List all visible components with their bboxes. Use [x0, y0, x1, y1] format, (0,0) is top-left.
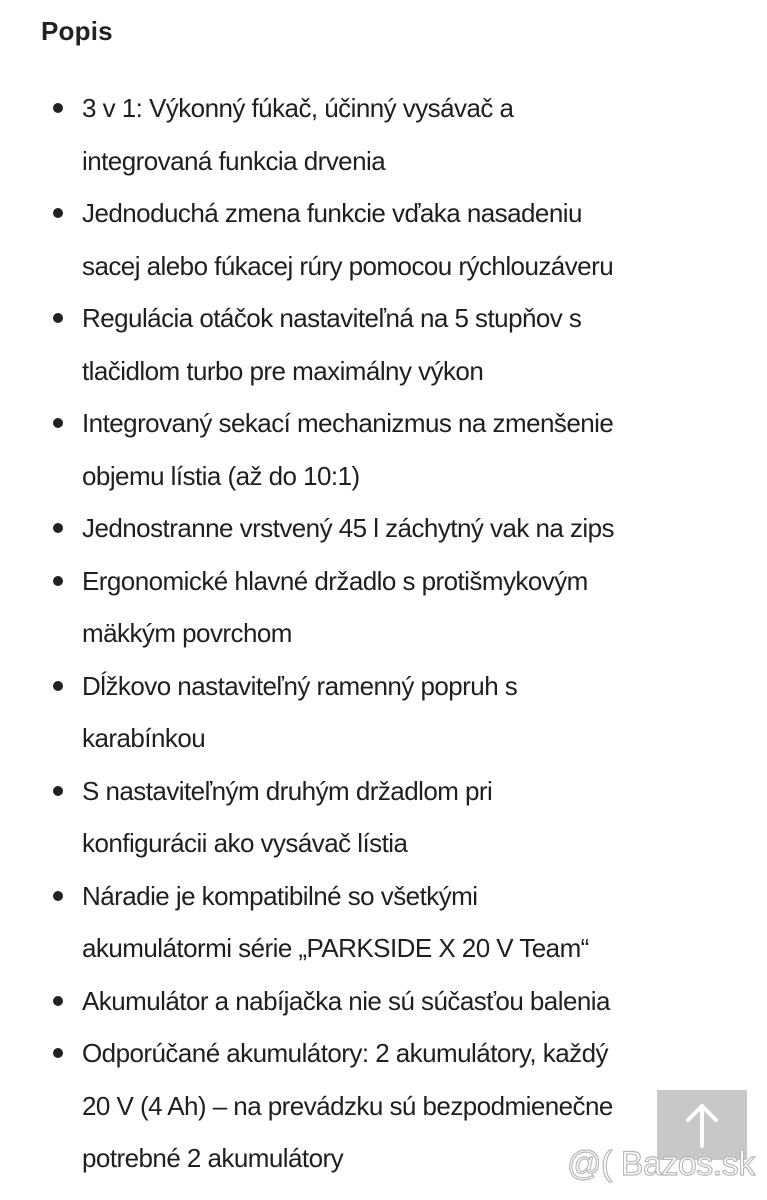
- list-item-text: tlačidlom turbo pre maximálny výkon: [82, 355, 484, 386]
- list-item-text: S nastaviteľným druhým držadlom pri: [82, 775, 493, 806]
- list-item-text: integrovaná funkcia drvenia: [82, 145, 386, 176]
- list-item-text: Regulácia otáčok nastaviteľná na 5 stupňov s: [82, 303, 582, 333]
- section-title: Popis: [41, 16, 113, 46]
- list-item: [0, 975, 767, 1028]
- list-item-text: objemu lístia (až do 10:1): [82, 460, 360, 491]
- list-item-text: potrebné 2 akumulátory: [82, 1143, 344, 1173]
- list-item: [0, 502, 767, 555]
- list-item-text: Dĺžkovo nastaviteľný ramenný popruh s: [82, 670, 518, 701]
- bullet-icon: [53, 523, 63, 533]
- list-item: [0, 765, 767, 870]
- list-item-text: 3 v 1: Výkonný fúkač, účinný vysávač a: [82, 93, 514, 123]
- bullet-icon: [53, 208, 63, 218]
- list-item: [0, 82, 767, 187]
- description-list: [0, 82, 767, 1185]
- list-item-text: Jednoduchá zmena funkcie vďaka nasadeniu: [82, 198, 582, 228]
- list-item-text: Ergonomické hlavné držadlo s protišmykovým: [82, 565, 588, 596]
- list-item-text: 20 V (4 Ah) – na prevádzku sú bezpodmienečne: [82, 1090, 613, 1121]
- list-item-text: Odporúčané akumulátory: 2 akumulátory, každý: [82, 1038, 608, 1068]
- list-item-text: mäkkým povrchom: [82, 618, 292, 648]
- list-item-text: Náradie je kompatibilné so všetkými: [82, 880, 478, 911]
- list-item-text: Integrovaný sekací mechanizmus na zmenšenie: [82, 408, 614, 438]
- bullet-icon: [53, 996, 63, 1006]
- list-item-text: sacej alebo fúkacej rúry pomocou rýchlouzáveru: [82, 250, 614, 281]
- list-item: [0, 292, 767, 397]
- bullet-icon: [53, 681, 63, 691]
- list-item-text: Jednostranne vrstvený 45 l záchytný vak na zips: [82, 513, 614, 543]
- bullet-icon: [53, 313, 63, 323]
- bullet-icon: [53, 418, 63, 428]
- list-item-text: Akumulátor a nabíjačka nie sú súčasťou balenia: [82, 985, 610, 1016]
- list-item: [0, 187, 767, 292]
- list-item: [0, 660, 767, 765]
- list-item: [0, 397, 767, 502]
- arrow-up-icon: [684, 1102, 720, 1148]
- bullet-icon: [53, 891, 63, 901]
- list-item: [0, 555, 767, 660]
- list-item-text: akumulátormi série „PARKSIDE X 20 V Team“: [82, 933, 589, 963]
- list-item-text: konfigurácii ako vysávač lístia: [82, 828, 408, 858]
- bullet-icon: [53, 576, 63, 586]
- bullet-icon: [53, 786, 63, 796]
- list-item-text: karabínkou: [82, 723, 206, 753]
- bullet-icon: [53, 103, 63, 113]
- bullet-icon: [53, 1048, 63, 1058]
- watermark-logo: @( Bazos.sk: [567, 1145, 755, 1183]
- list-item: [0, 870, 767, 975]
